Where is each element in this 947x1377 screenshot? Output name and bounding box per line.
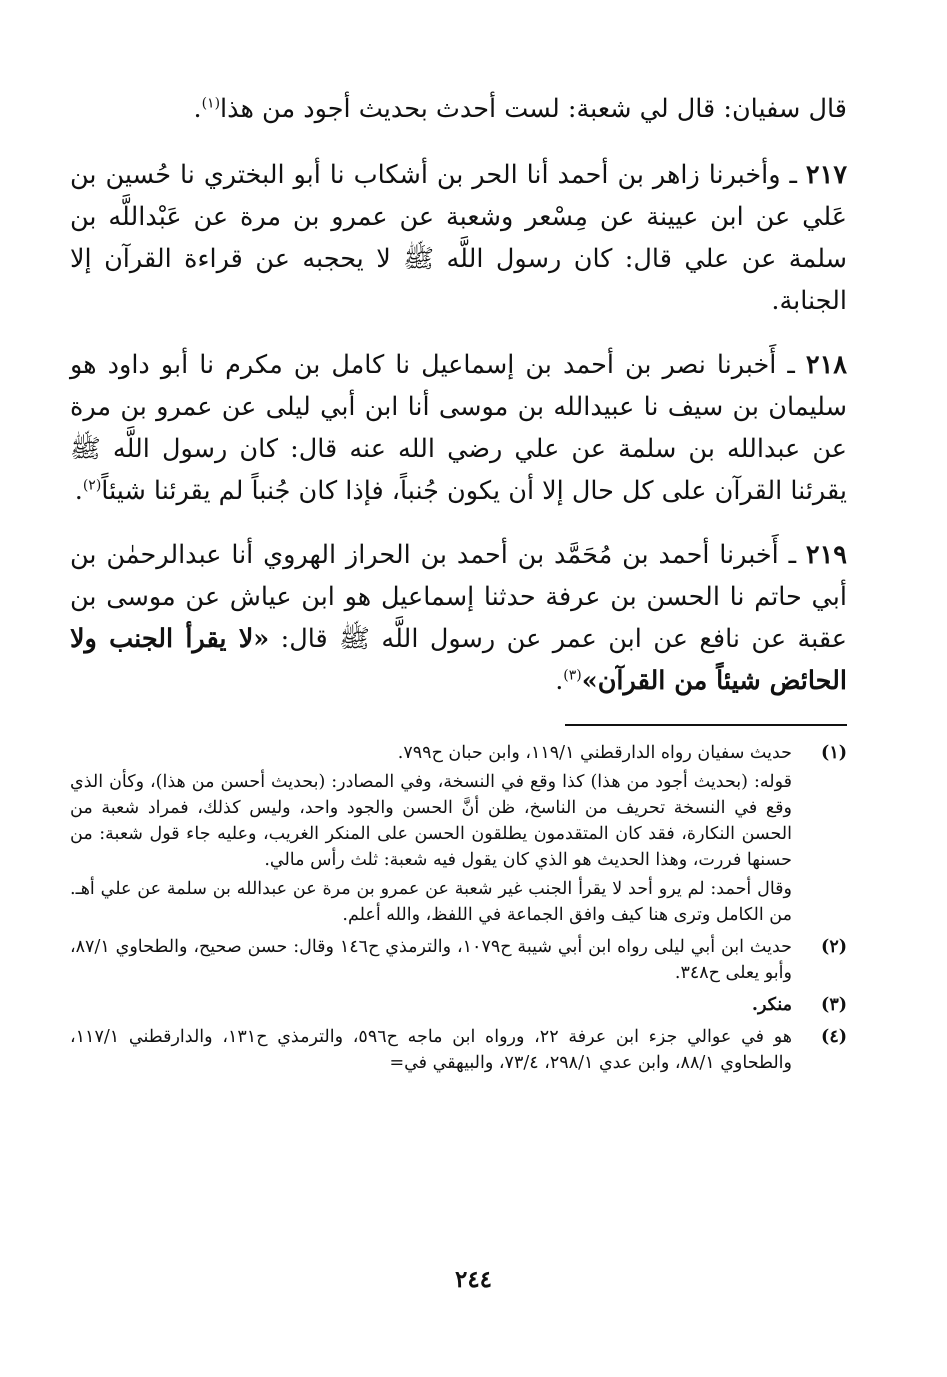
footnote-paragraph: وقال أحمد: لم يرو أحد لا يقرأ الجنب غير شعبة عن عمرو بن مرة عن عبدالله بن سلمة عن علي أهـ. من الكامل وترى هنا كيف وافق الجماعة في اللفظ، والله أعلم.	[70, 879, 792, 925]
footnote-number: (٢)	[821, 937, 847, 957]
hadith-219	[70, 534, 847, 702]
footnote-number: (١)	[821, 743, 847, 763]
hadith-end: .	[555, 666, 564, 696]
footnote-paragraph: قوله: (بحديث أجود من هذا) كذا وقع في النسخة، وفي المصادر: (بحديث أحسن من هذا)، وكأن الذي وقع في النسخة تحريف من الناسخ، ظن أنَّ الحسن والجود واحد، وليس كذلك، فمراد شعبة من الحسن النكارة، فقد كان المتقدمون يطلقون الحسن على المنكر الغريب، وعليه جاء قول شعبة: من حسنها فررت، وهذا الحديث هو الذي كان يقول فيه شعبة: ثلث رأس مالي.	[70, 772, 792, 870]
hadith-218	[70, 344, 847, 512]
hadith-end: .	[74, 476, 83, 506]
main-text	[70, 88, 847, 702]
footnote-3	[70, 992, 847, 1018]
footnote-number: (٤)	[821, 1027, 847, 1047]
footnote-2	[70, 934, 847, 986]
footnotes	[70, 740, 847, 1076]
footnote-text: حديث سفيان رواه الدارقطني ١١٩/١، وابن حبان ح٧٩٩.	[397, 743, 792, 763]
footnote-ref-3: (٣)	[563, 667, 582, 684]
footnote-text: حديث ابن أبي ليلى رواه ابن أبي شيبة ح١٠٧٩، والترمذي ح١٤٦ وقال: حسن صحيح، والطحاوي ٨٧/١، وأبو يعلى ح٣٤٨.	[70, 937, 792, 983]
intro-text: قال سفيان: قال لي شعبة: لست أحدث بحديث أجود من هذا	[220, 94, 847, 124]
footnote-text: منكر.	[751, 995, 792, 1015]
footnote-text: هو في عوالي جزء ابن عرفة ٢٢، ورواه ابن ماجه ح٥٩٦، والترمذي ح١٣١، والدارقطني ١١٧/١، والطحاوي ٨٨/١، وابن عدي ٢٩٨/١، ٧٣/٤، والبيهقي في=	[70, 1027, 793, 1073]
footnote-divider	[565, 724, 847, 726]
page-body	[70, 88, 847, 1082]
hadith-text: ـ أَخبرنا أحمد بن مُحَمَّد بن أحمد بن الحراز الهروي أنا عبدالرحمٰن بن أبي حاتم نا الحسن بن عرفة حدثنا إسماعيل هو ابن عياش عن موسى بن عقبة عن نافع عن ابن عمر عن رسول اللَّه ﷺ قال:	[70, 540, 847, 654]
footnote-ref-1: (١)	[201, 95, 221, 112]
hadith-quote: «لا يقرأ الجنب ولا الحائض شيئاً من القرآن»	[70, 624, 847, 696]
hadith-number: ٢١٨	[805, 350, 847, 380]
footnote-ref-2: (٢)	[82, 477, 102, 494]
hadith-number: ٢١٧	[805, 160, 848, 190]
footnote-1	[70, 740, 847, 928]
footnote-number: (٣)	[821, 995, 847, 1015]
intro-end: .	[193, 94, 202, 124]
intro-paragraph	[70, 88, 847, 130]
page-number: ٢٤٤	[454, 1266, 493, 1293]
hadith-number: ٢١٩	[805, 540, 847, 570]
footnote-4	[70, 1024, 847, 1076]
hadith-217	[70, 154, 847, 322]
hadith-text: ـ أَخبرنا نصر بن أحمد بن إسماعيل نا كامل بن مكرم نا أبو داود هو سليمان بن سيف نا عبيدالله بن موسى أنا ابن أبي ليلى عن عمرو بن مرة عن عبدالله بن سلمة عن علي رضي الله عنه قال: كان رسول اللَّه ﷺ يقرئنا القرآن على كل حال إلا أن يكون جُنباً، فإذا كان جُنباً لم يقرئنا شيئاً	[70, 350, 847, 506]
hadith-text: ـ وأخبرنا زاهر بن أحمد أنا الحر بن أشكاب نا أبو البختري نا حُسين بن عَلي عن ابن عيينة عن مِسْعر وشعبة عن عمرو بن مرة عن عَبْداللَّه بن سلمة عن علي قال: كان رسول اللَّه ﷺ لا يحجبه عن قراءة القرآن إلا الجنابة.	[70, 160, 847, 316]
